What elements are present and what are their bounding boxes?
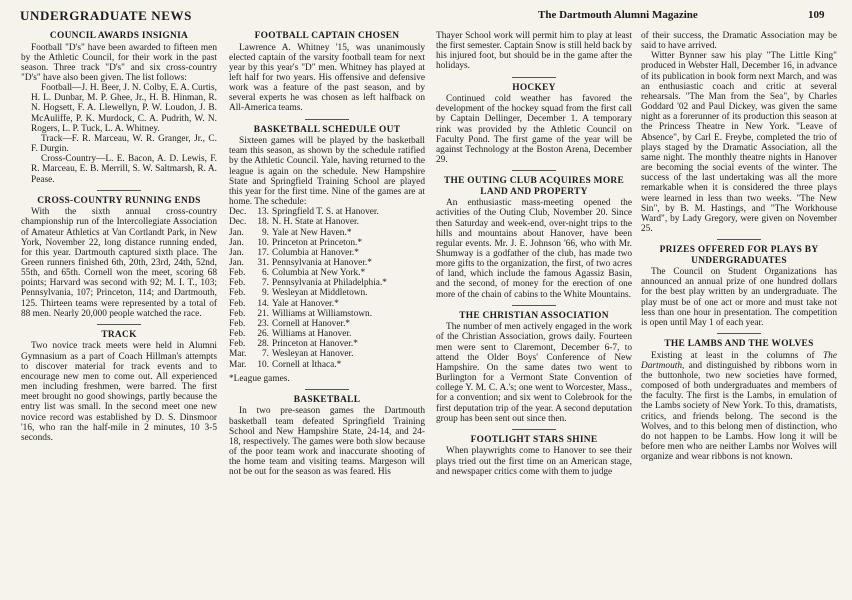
schedule-row	[229, 217, 425, 227]
article-paragraph: The Council on Student Organizations has announced an annual prize of one hundred dollars for the best play written by an undergraduate. The play must be of one act or more and must take not less than one hour in presentation. The competition is open until May 1 of each year.	[641, 267, 837, 328]
schedule-day: 18.	[257, 217, 269, 228]
article-paragraph: The number of men actively engaged in the work of the Christian Association, grows daily. Fourteen men were sent to Claremont, December 6-7, to attend the Older Boys' Conference of New Hampshire. On the same dates two went to Burlington for a Vermont State Convention of college Y. M. C. A.'s; one went to Worcester, Mass., for a convention; and six went to Colebrook for the first deputation trip of the year. A second deputation group has been sent out since then.	[436, 322, 632, 424]
schedule-day: 9.	[261, 227, 269, 238]
page-number: 109	[808, 9, 825, 21]
text-run: Existing at least in the columns of	[651, 350, 823, 361]
section-divider	[512, 305, 556, 306]
schedule-month: Mar.	[229, 359, 247, 370]
schedule-month: Dec.	[229, 217, 247, 228]
schedule-month: Jan.	[229, 247, 244, 258]
schedule-game: Williams at Williamstown.	[272, 308, 373, 319]
schedule-game: Columbia at New York.*	[272, 268, 366, 279]
schedule-month: Jan.	[229, 257, 244, 268]
column-3	[436, 31, 632, 477]
article-title-basketball: BASKETBALL	[293, 394, 361, 405]
schedule-day: 9.	[261, 288, 269, 299]
schedule-game: Wesleyan at Middletown.	[272, 288, 368, 299]
text-run: , and distinguished by ribbons worn in the buttonhole, two new societies have formed, composed of both undergraduates and members of the faculty. The first is the Lambs, in emulation of the Lambs society of New York. To this, dramatists, critics, and friends belong. The second is the Wolves, and to this belong men of distinction, who do not happen to be Lambs. How long it will be before men who are neither Lambs nor Wolves will organize and wear ribbons is not known.	[641, 360, 837, 463]
schedule-game: Princeton at Hanover.*	[272, 339, 358, 350]
schedule-game: Williams at Hanover.	[272, 329, 352, 340]
schedule-game: Cornell at Ithaca.*	[272, 359, 342, 370]
article-paragraph: When playwrights come to Hanover to see their plays tried out the first time on an American stage, and newspaper critics come with them to judge	[436, 446, 632, 477]
continued-paragraph: of their success, the Dramatic Association may be said to have arrived.	[641, 31, 837, 52]
insignia-football-list: Football—J. H. Beer, J. N. Colby, E. A. Curtis, H. L. Dunbar, M. P. Ghee, Jr., H. B. Hinman, R. N. Hogsett, F. A. Llewellyn, P. W. Loudon, J. B. McAuliffe, P. K. Murdock, C. A. Pudrith, W. N. Rogers, L. P. Tuck, L. A. Whitney.	[31, 83, 217, 134]
schedule-row	[229, 299, 425, 309]
article-title-lambs-wolves: THE LAMBS AND THE WOLVES	[664, 339, 814, 350]
schedule-game: Yale at Hanover.*	[272, 298, 339, 309]
schedule-month: Feb.	[229, 278, 246, 289]
schedule-month: Jan.	[229, 237, 244, 248]
column-1	[21, 31, 217, 443]
article-paragraph: Continued cold weather has favored the development of the hockey squad from the first call by Captain Dellinger, December 1. A temporary rink was provided by the Athletic Council on Faculty Pond. The first game of the year will be against Technology at the Boston Arena, December 29.	[436, 94, 632, 166]
article-title-track: TRACK	[101, 329, 137, 340]
schedule-game: Yale at New Haven.*	[272, 227, 352, 238]
section-divider	[305, 119, 349, 120]
schedule-month: Feb.	[229, 268, 246, 279]
schedule-day: 26.	[257, 329, 269, 340]
schedule-month: Feb.	[229, 308, 246, 319]
article-title-hockey: HOCKEY	[512, 82, 556, 93]
article-paragraph: With the sixth annual cross-country championship run of the Intercollegiate Association of Amateur Athletics at Van Cortlandt Park, in New York, November 22, long distance running ended, for this year. Dartmouth captured sixth place. The Green runners finished 6th, 20th, 23rd, 24th, 52nd, 55th, and 65th. Cornell won the meet, scoring 68 points; Harvard was second with 92; M. I. T., 103; Pennsylvania, 107; Princeton, 114; and Dartmouth, 125. Thirteen teams were represented by a total of 88 men. Nearly 20,000 people watched the race.	[21, 207, 217, 319]
schedule-row	[229, 349, 425, 359]
article-title-insignia: COUNCIL AWARDS INSIGNIA	[49, 31, 189, 41]
schedule-day: 14.	[257, 298, 269, 309]
schedule-row	[229, 238, 425, 248]
article-paragraph: Football "D's" have been awarded to fifteen men by the Athletic Council, for their work in the past season. Three track "D's" and six cross-country "D's" have also been given. The list follows:	[21, 42, 217, 83]
schedule-game: Cornell at Hanover.*	[272, 318, 351, 329]
schedule-row	[229, 278, 425, 288]
schedule-day: 31.	[257, 257, 269, 268]
schedule-month: Dec.	[229, 207, 247, 218]
schedule-row	[229, 207, 425, 217]
schedule-day: 17.	[257, 247, 269, 258]
section-divider	[512, 170, 556, 171]
schedule-day: 28.	[257, 339, 269, 350]
schedule-day: 13.	[257, 207, 269, 218]
schedule-game: N. H. State at Hanover.	[272, 217, 359, 228]
column-2	[229, 31, 425, 477]
article-paragraph: Lawrence A. Whitney '15, was unanimously elected captain of the varsity football team for next year by this year's "D" men. Whitney has played at left half for two years. His offensive and defensive work was a feature of the past season, and by several experts he was chosen as left halfback on All-America teams.	[229, 42, 425, 114]
article-paragraph: Sixteen games will be played by the basketball team this season, as shown by the schedule ratified by the Athletic Council. Yale, having returned to the league is again on the schedule. New Hampshire State and Springfield Training School are played this year for the first time. Nine of the games are at home. The schedule:	[229, 136, 425, 208]
schedule-month: Jan.	[229, 227, 244, 238]
article-title-prizes: PRIZES OFFERED FOR PLAYS BY UNDERGRADUATES	[659, 245, 819, 266]
schedule-row	[229, 309, 425, 319]
schedule-day: 6.	[261, 268, 269, 279]
section-divider	[305, 389, 349, 390]
article-title-christian-association: THE CHRISTIAN ASSOCIATION	[459, 310, 609, 321]
schedule-game: Princeton at Princeton.*	[272, 237, 363, 248]
schedule-day: 7.	[261, 278, 269, 289]
article-title-footlight: FOOTLIGHT STARS SHINE	[470, 434, 598, 445]
schedule-row	[229, 288, 425, 298]
schedule-month: Feb.	[229, 329, 246, 340]
section-divider	[97, 324, 141, 325]
schedule-row	[229, 329, 425, 339]
schedule-month: Feb.	[229, 318, 246, 329]
article-paragraph: Two novice track meets were held in Alumni Gymnasium as a part of Coach Hillman's attempts to discover material for track events and to encourage new men to come out. All experienced men including freshmen, were barred. The first meet brought no good showings, partly because the entry list was small. In the second meet one new novice record was established by D. S. Dinsmoor '16, who ran the half-mile in 2 minutes, 10 3-5 seconds.	[21, 341, 217, 443]
schedule-game: Wesleyan at Hanover.	[272, 349, 354, 360]
schedule-row	[229, 248, 425, 258]
schedule-month: Feb.	[229, 288, 246, 299]
schedule-footnote: *League games.	[229, 373, 290, 384]
continued-paragraph: Thayer School work will permit him to play at least the first semester. Captain Snow is still held back by his injured foot, but should be in the game after the holidays.	[436, 31, 632, 72]
schedule-day: 23.	[257, 318, 269, 329]
insignia-cross-country-list: Cross-Country—L. E. Bacon, A. D. Lewis, F. R. Marceau, E. B. Merrill, S. W. Saltmarsh, R. A. Pease.	[31, 154, 217, 185]
schedule-day: 21.	[257, 308, 269, 319]
schedule-game: Columbia at Hanover.*	[272, 247, 359, 258]
schedule-game: Springfield T. S. at Hanover.	[272, 207, 379, 218]
schedule-row	[229, 268, 425, 278]
newspaper-title: The Dartmouth	[641, 350, 837, 371]
schedule-row	[229, 319, 425, 329]
schedule-row	[229, 228, 425, 238]
schedule-day: 10.	[257, 237, 269, 248]
schedule-row	[229, 360, 425, 370]
schedule-day: 7.	[261, 349, 269, 360]
schedule-row	[229, 258, 425, 268]
schedule-day: 10.	[257, 359, 269, 370]
article-title-cross-country: CROSS-COUNTRY RUNNING ENDS	[37, 195, 201, 206]
schedule-game: Pennsylvania at Hanover.*	[272, 257, 372, 268]
basketball-schedule-table	[229, 207, 425, 370]
magazine-title: The Dartmouth Alumni Magazine	[538, 9, 698, 21]
article-title-schedule: BASKETBALL SCHEDULE OUT	[253, 124, 401, 135]
section-divider	[512, 429, 556, 430]
section-divider	[717, 333, 761, 334]
article-title-outing-club: THE OUTING CLUB ACQUIRES MORE LAND AND PROPERTY	[443, 176, 625, 197]
article-paragraph: Witter Bynner saw his play "The Little King" produced in Webster Hall, December 16, in advance of its publication in book form next March, and was an enthusiastic coach and critic at several rehearsals. "The Man from the Sea", by Charles Goddard '02 and Paul Dickey, was given the same night as a forerunner of its production this season at the Princess Theatre in New York. "Leave of Absence", by Carl E. Freybe, completed the trio of plays staged by the Dramatic Association, all the same night. The monthly theatre nights in Hanover are becoming the social events of the winter. The success of the last undertaking was all the more remarkable when it is considered the three plays were learned in less than two weeks. "The New Sin", by B. M. Hastings, and "The Workhouse Ward", by Lady Gregory, were given on November 25.	[641, 51, 837, 234]
article-title-captain: FOOTBALL CAPTAIN CHOSEN	[254, 31, 400, 41]
schedule-month: Feb.	[229, 339, 246, 350]
schedule-month: Mar.	[229, 349, 247, 360]
column-4	[641, 31, 837, 462]
insignia-track-list: Track—F. R. Marceau, W. R. Granger, Jr., C. F. Durgin.	[31, 133, 217, 155]
article-paragraph: In two pre-season games the Dartmouth basketball team defeated Springfield Training School and New Hampshire State, 24-14, and 24-18, respectively. The games were both slow because of the poor team work and inaccurate shooting of the home team and visiting teams. Margeson will not be out for the season as was feared. His	[229, 406, 425, 478]
section-divider	[512, 77, 556, 78]
section-heading: UNDERGRADUATE NEWS	[20, 8, 192, 23]
section-divider	[717, 239, 761, 240]
section-divider	[97, 190, 141, 191]
article-paragraph	[641, 351, 837, 463]
schedule-month: Feb.	[229, 298, 246, 309]
article-paragraph: An enthusiastic mass-meeting opened the activities of the Outing Club, November 20. Since then Saturday and week-end, over-night trips to the hills and mountains about Hanover, have been regular events. Mr. J. E. Johnson '66, who with Mr. Shumway is a godfather of the club, has made two more gifts to the organization, the first, of two acres of land, which include the famous Agassiz Basin, and the second, of money for the erection of one more of the chain of cabins to the White Mountains.	[436, 198, 632, 300]
schedule-row	[229, 339, 425, 349]
schedule-game: Pennsylvania at Philadelphia.*	[272, 278, 387, 289]
